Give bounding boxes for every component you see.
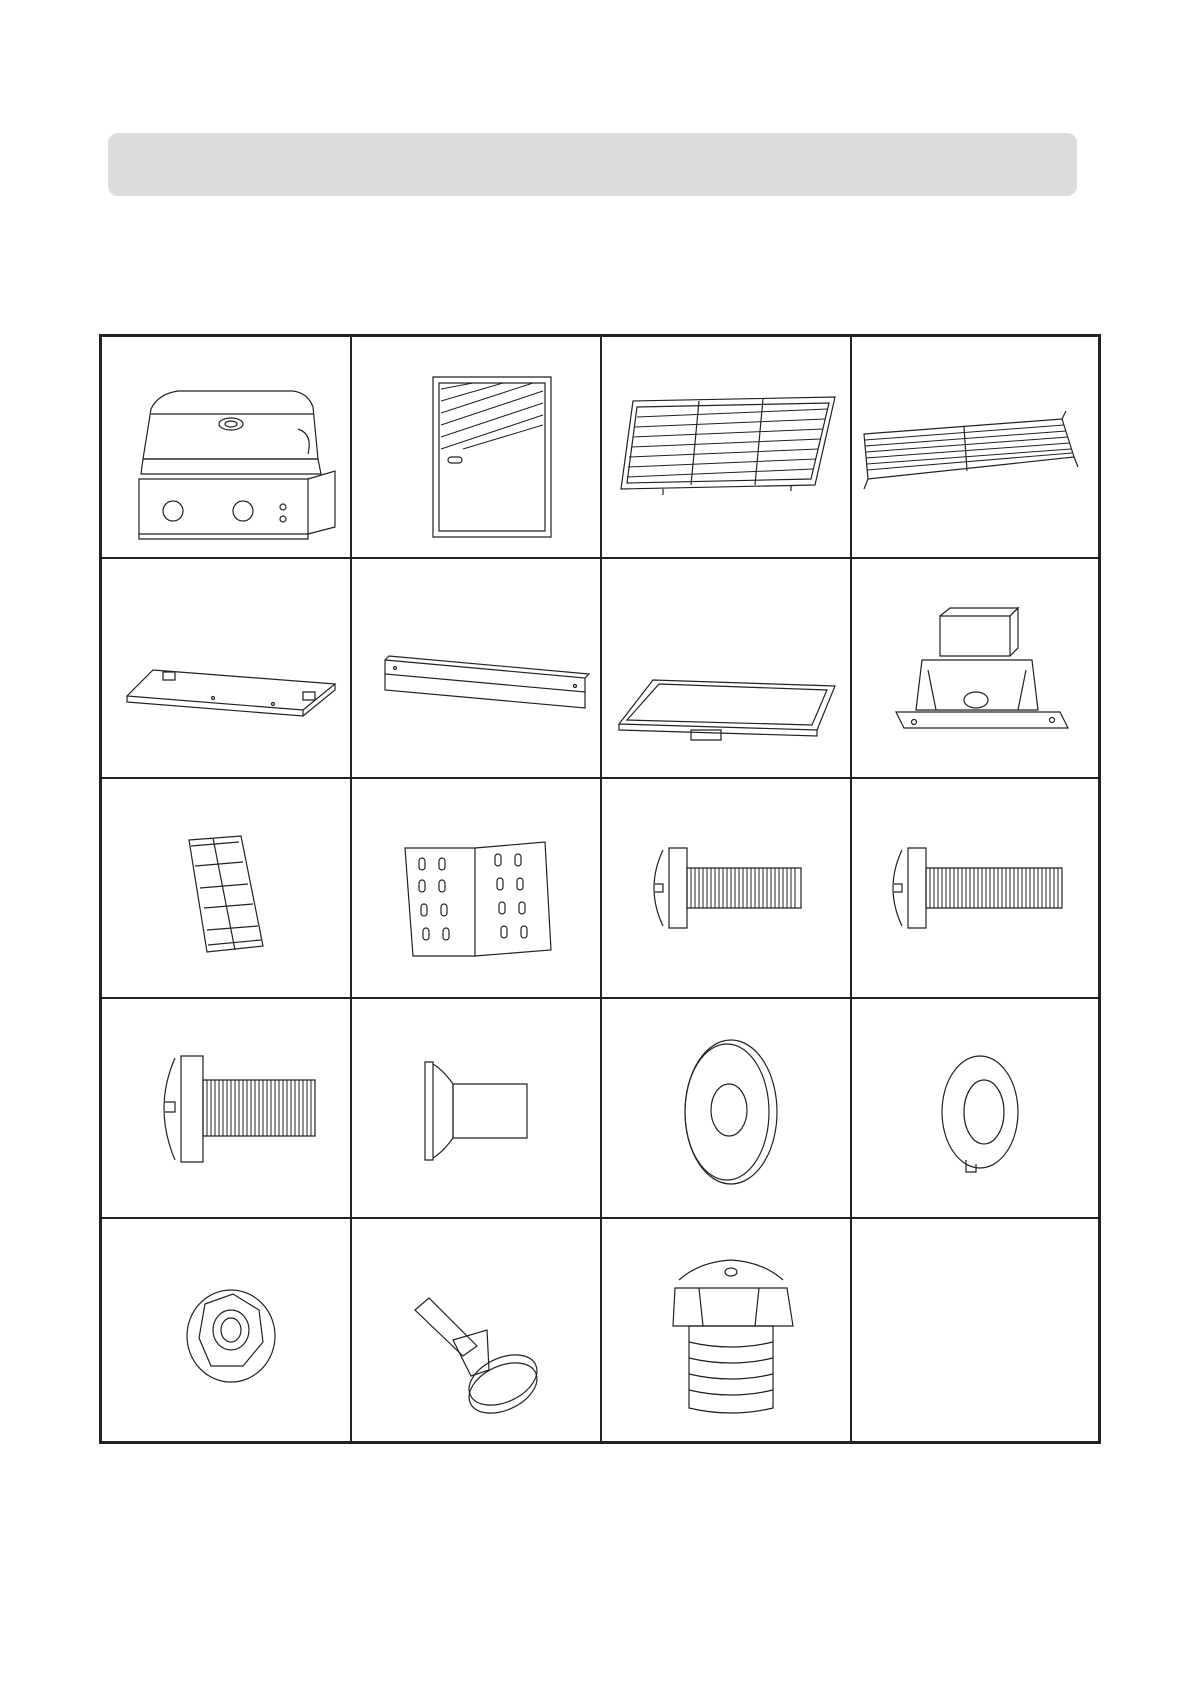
slotted-plate-icon (353, 780, 599, 996)
part-cell (102, 1219, 352, 1441)
grill-head-icon (103, 339, 349, 555)
rivet-icon (353, 1000, 599, 1216)
part-cell (352, 337, 602, 559)
part-cell (102, 779, 352, 999)
screw-long-icon (852, 780, 1098, 996)
screw-long-icon (603, 780, 849, 996)
grease-tray-icon (603, 560, 849, 776)
part-cell (102, 559, 352, 779)
part-cell (102, 999, 352, 1219)
part-cell (352, 999, 602, 1219)
part-cell (352, 779, 602, 999)
part-cell (602, 337, 852, 559)
part-cell (602, 559, 852, 779)
section-header-bar (108, 133, 1077, 196)
screw-short-icon (103, 1000, 349, 1216)
regulator-box-icon (852, 560, 1098, 776)
part-cell (852, 779, 1098, 999)
part-cell (352, 1219, 602, 1441)
part-cell (602, 779, 852, 999)
flat-washer-icon (603, 1000, 849, 1216)
cooking-grate-icon (603, 339, 849, 555)
warming-rack-icon (852, 339, 1098, 555)
spring-washer-icon (852, 1000, 1098, 1216)
part-cell (102, 337, 352, 559)
flange-nut-icon (103, 1222, 349, 1438)
adjustable-foot-icon (353, 1222, 599, 1438)
rail-bracket-icon (353, 560, 599, 776)
part-cell (352, 559, 602, 779)
wire-frame-icon (103, 780, 349, 996)
part-cell (852, 999, 1098, 1219)
part-cell (852, 337, 1098, 559)
part-cell (602, 1219, 852, 1441)
part-cell (852, 559, 1098, 779)
orifice-nozzle-icon (603, 1222, 849, 1438)
bottom-panel-icon (103, 560, 349, 776)
parts-grid (99, 334, 1101, 1444)
part-cell (602, 999, 852, 1219)
part-cell-empty (852, 1219, 1098, 1441)
griddle-plate-icon (353, 339, 599, 555)
